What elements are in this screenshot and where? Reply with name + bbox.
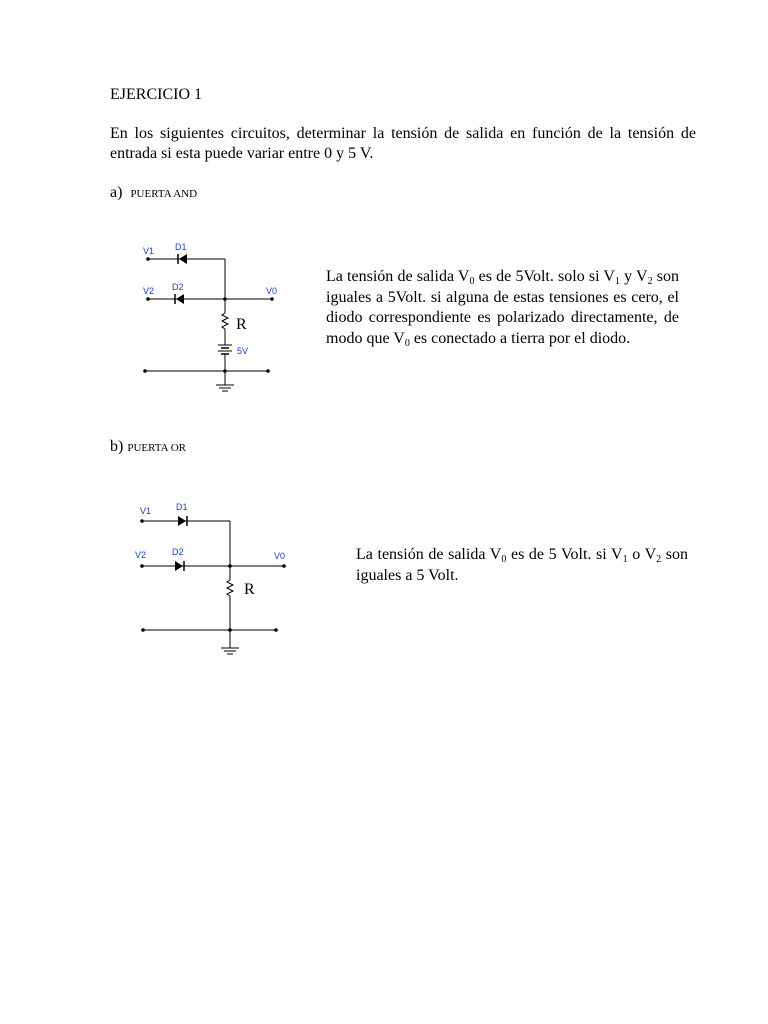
- or-d1-diode: [178, 516, 187, 526]
- desc-b-text-4: son iguales a 5 Volt.: [356, 546, 689, 584]
- and-d1-label: D1: [175, 242, 187, 252]
- desc-a-sub-3: 2: [647, 276, 653, 287]
- or-d2-label: D2: [172, 547, 184, 557]
- desc-a-sub-1: 0: [469, 276, 475, 287]
- or-junction: [228, 564, 232, 568]
- or-ground-junction: [228, 628, 232, 632]
- or-v2-label: V2: [135, 550, 147, 560]
- desc-b-sub-1: 0: [501, 554, 507, 565]
- section-a-title: PUERTA AND: [130, 188, 198, 200]
- section-b-title: PUERTA OR: [127, 442, 186, 454]
- desc-a-text-3: y V: [619, 268, 648, 285]
- desc-a-sub-4: 0: [404, 337, 410, 349]
- desc-b-sub-3: 2: [656, 554, 662, 565]
- or-d2-diode: [175, 561, 184, 571]
- or-d1-label: D1: [176, 502, 188, 512]
- and-d2-label: D2: [172, 282, 184, 292]
- intro-paragraph: En los siguientes circuitos, determinar la tensión de salida en función de la tensión de entrada si esta puede variar entre 0 y 5 V.: [110, 125, 696, 162]
- and-v1-label: V1: [143, 246, 155, 256]
- or-circuit-wires: [142, 521, 284, 654]
- desc-b-sub-2: 1: [622, 554, 628, 565]
- or-description: [356, 544, 688, 586]
- or-v2-terminal: [140, 564, 144, 568]
- or-ground-right: [274, 628, 278, 632]
- desc-a-sub-2: 1: [614, 276, 620, 287]
- or-r-label: R: [244, 581, 255, 598]
- desc-a-text-5: es conectado a tierra por el diodo.: [409, 329, 631, 347]
- and-v2-label: V2: [143, 286, 155, 296]
- and-source-label: 5V: [237, 346, 249, 356]
- and-v0-label: V0: [266, 286, 278, 296]
- exercise-title: EJERCICIO 1: [110, 86, 202, 103]
- desc-a-text-1: La tensión de salida V: [326, 268, 470, 285]
- section-a-letter: a): [110, 184, 123, 201]
- or-v1-label: V1: [140, 506, 152, 516]
- desc-b-text-2: es de 5 Volt. si V: [506, 546, 623, 563]
- desc-b-text-3: o V: [627, 546, 657, 563]
- desc-a-text-4: son iguales a 5Volt. si alguna de estas tensiones es cero, el diodo correspondiente es polarizado directamente, de modo que V: [326, 268, 680, 347]
- or-v0-label: V0: [274, 551, 286, 561]
- and-r-label: R: [236, 316, 247, 333]
- or-ground-left: [141, 628, 145, 632]
- desc-b-text-1: La tensión de salida V: [356, 546, 502, 563]
- or-v1-terminal: [140, 519, 144, 523]
- or-v0-terminal: [282, 564, 286, 568]
- section-b-letter: b): [110, 438, 124, 455]
- desc-a-text-2: es de 5Volt. solo si V: [474, 268, 615, 285]
